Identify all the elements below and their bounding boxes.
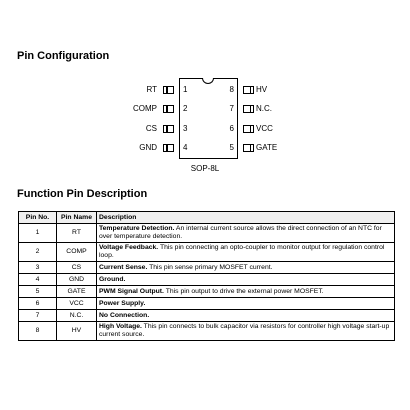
- pin-lead-5: [243, 144, 254, 152]
- description-title: Power Supply.: [99, 299, 146, 307]
- pin-no-cell: 3: [19, 262, 57, 274]
- pin1-notch: [202, 78, 214, 84]
- pin-label-nc: N.C.: [256, 104, 272, 113]
- description-title: Temperature Detection.: [99, 225, 175, 232]
- description-cell: [97, 286, 395, 298]
- table-header-row: [19, 212, 395, 224]
- table-row: [19, 322, 395, 341]
- description-cell: [97, 262, 395, 274]
- column-header-description: Description: [97, 212, 395, 224]
- description-cell: [97, 243, 395, 262]
- pin-label-vcc: VCC: [256, 124, 273, 133]
- table-row: [19, 298, 395, 310]
- pin-number-3: 3: [183, 124, 188, 133]
- table-row: [19, 262, 395, 274]
- description-cell: [97, 274, 395, 286]
- description-cell: [97, 322, 395, 341]
- pin-lead-1: [163, 86, 174, 94]
- ic-package-body: [179, 78, 238, 159]
- pin-lead-6: [243, 125, 254, 133]
- description-cell: [97, 310, 395, 322]
- description-text: This pin connecting an opto-coupler to monitor output for regulation control loop.: [99, 244, 385, 259]
- pin-number-1: 1: [183, 85, 188, 94]
- pin-label-comp: COMP: [133, 104, 157, 113]
- pin-name-cell: VCC: [57, 298, 97, 310]
- package-label: SOP-8L: [190, 164, 220, 173]
- table-row: [19, 286, 395, 298]
- pin-lead-4: [163, 144, 174, 152]
- pin-label-gnd: GND: [139, 143, 157, 152]
- pin-name-cell: GND: [57, 274, 97, 286]
- pin-label-cs: CS: [145, 124, 157, 133]
- pin-no-cell: 8: [19, 322, 57, 341]
- description-text: This pin connects to bulk capacitor via resistors for controller high voltage start-up current source.: [99, 323, 390, 338]
- pin-no-cell: 1: [19, 224, 57, 243]
- pin-name-cell: N.C.: [57, 310, 97, 322]
- pin-no-cell: 6: [19, 298, 57, 310]
- pin-no-cell: 4: [19, 274, 57, 286]
- pin-number-8: 8: [229, 85, 234, 94]
- pin-name-cell: HV: [57, 322, 97, 341]
- column-header-pin-no: Pin No.: [19, 212, 57, 224]
- description-title: Voltage Feedback.: [99, 244, 159, 251]
- description-text: This pin output to drive the external power MOSFET.: [163, 287, 324, 295]
- pin-label-hv: HV: [256, 85, 268, 94]
- function-pin-table: [18, 211, 395, 341]
- pin-configuration-heading: Pin Configuration: [17, 50, 110, 62]
- pin-number-6: 6: [229, 124, 234, 133]
- description-title: PWM Signal Output.: [99, 287, 164, 295]
- pin-name-cell: GATE: [57, 286, 97, 298]
- description-title: No Connection.: [99, 311, 150, 319]
- description-title: Ground.: [99, 275, 126, 283]
- pin-lead-3: [163, 125, 174, 133]
- description-cell: [97, 298, 395, 310]
- pin-name-cell: RT: [57, 224, 97, 243]
- pin-number-5: 5: [229, 143, 234, 152]
- pin-label-rt: RT: [146, 85, 157, 94]
- table-row: [19, 310, 395, 322]
- pin-lead-8: [243, 86, 254, 94]
- column-header-pin-name: Pin Name: [57, 212, 97, 224]
- table-row: [19, 243, 395, 262]
- description-title: Current Sense.: [99, 263, 148, 271]
- pin-name-cell: CS: [57, 262, 97, 274]
- function-pin-description-heading: Function Pin Description: [17, 188, 148, 200]
- description-title: High Voltage.: [99, 323, 142, 330]
- pin-number-4: 4: [183, 143, 188, 152]
- pin-no-cell: 5: [19, 286, 57, 298]
- table-row: [19, 224, 395, 243]
- description-text: An internal current source allows the direct connection of an NTC for over temperature detection.: [99, 225, 382, 240]
- pin-number-2: 2: [183, 104, 188, 113]
- pin-no-cell: 2: [19, 243, 57, 262]
- pin-number-7: 7: [229, 104, 234, 113]
- pin-name-cell: COMP: [57, 243, 97, 262]
- pin-lead-7: [243, 105, 254, 113]
- pin-no-cell: 7: [19, 310, 57, 322]
- description-cell: [97, 224, 395, 243]
- table-row: [19, 274, 395, 286]
- pin-label-gate: GATE: [256, 143, 278, 152]
- description-text: This pin sense primary MOSFET current.: [147, 263, 273, 271]
- pin-lead-2: [163, 105, 174, 113]
